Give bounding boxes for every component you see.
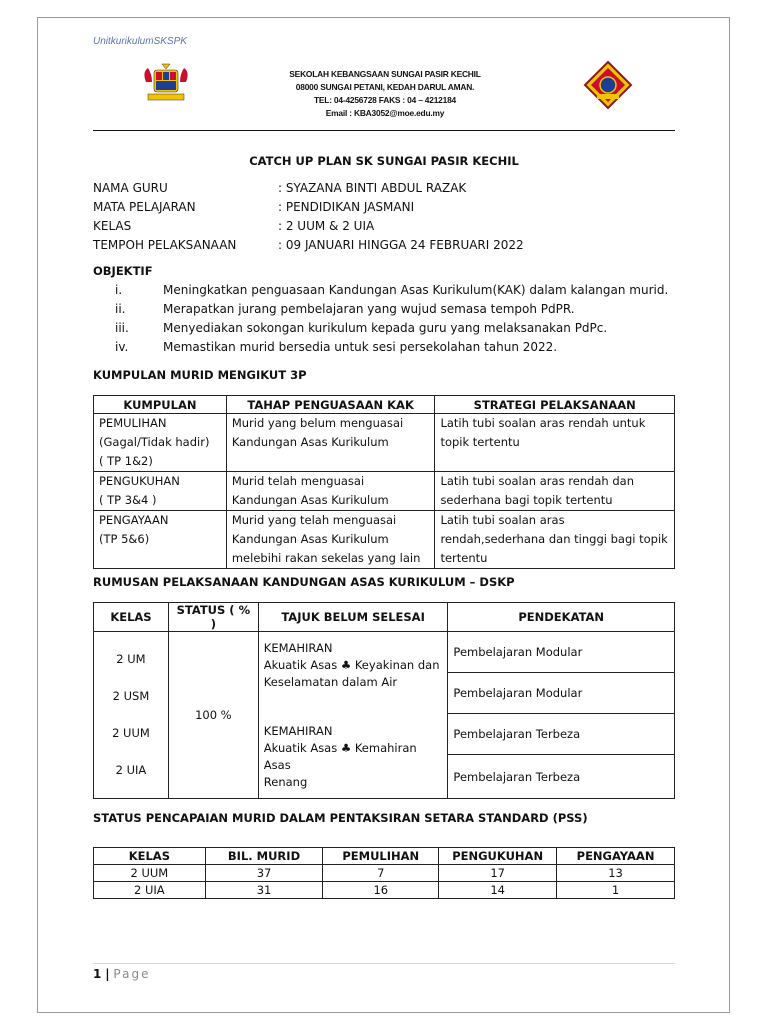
footer-separator: | xyxy=(105,967,110,981)
table-cell: 13 xyxy=(557,865,675,882)
spacer xyxy=(264,691,443,723)
cell-line: Akuatik Asas ♣ Kemahiran Asas xyxy=(263,741,417,772)
table-cell: 17 xyxy=(439,865,557,882)
table-cell xyxy=(226,472,435,511)
kelas-cell xyxy=(94,632,169,799)
table-row xyxy=(94,414,675,472)
pendekatan-cell: Pembelajaran Modular xyxy=(448,632,675,673)
page-number: 1 xyxy=(93,967,102,981)
coat-of-arms-logo xyxy=(140,62,192,104)
info-row xyxy=(93,238,524,257)
table-cell xyxy=(435,414,675,472)
pss-table xyxy=(93,847,675,899)
kumpulan-table xyxy=(93,395,675,569)
tajuk-cell xyxy=(258,632,448,799)
table-row xyxy=(94,472,675,511)
school-phone: TEL: 04-4256728 FAKS : 04 – 4212184 xyxy=(314,95,456,105)
info-row xyxy=(93,219,524,238)
school-email: Email : KBA3052@moe.edu.my xyxy=(325,108,445,118)
pendekatan-cell: Pembelajaran Modular xyxy=(448,673,675,714)
objektif-heading: OBJEKTIF xyxy=(93,264,153,278)
pendekatan-cell: Pembelajaran Terbeza xyxy=(448,755,675,799)
info-value: : 2 UUM & 2 UIA xyxy=(278,219,375,233)
table-cell: 16 xyxy=(323,882,439,899)
list-item-number: iv. xyxy=(115,340,129,354)
table-cell: 1 xyxy=(557,882,675,899)
cell-line: Renang xyxy=(263,775,308,789)
kelas-value: 2 UIA xyxy=(115,763,147,777)
column-header: STATUS ( % ) xyxy=(168,603,258,632)
cell-line: ( TP 1&2) xyxy=(99,454,153,468)
cell-line: Murid yang belum menguasai xyxy=(231,416,404,430)
list-item-number: iii. xyxy=(115,321,129,335)
column-header: PENGAYAAN xyxy=(557,848,675,865)
column-header: PEMULIHAN xyxy=(323,848,439,865)
list-item-text: Memastikan murid bersedia untuk sesi persekolahan tahun 2022. xyxy=(163,340,558,354)
kelas-value: 2 UM xyxy=(116,652,146,666)
cell-line: Latih tubi soalan aras xyxy=(440,513,565,527)
cell-line: (TP 5&6) xyxy=(99,532,150,546)
school-address: 08000 SUNGAI PETANI, KEDAH DARUL AMAN. xyxy=(295,82,475,92)
cell-line: ( TP 3&4 ) xyxy=(99,493,157,507)
column-header: PENDEKATAN xyxy=(448,603,675,632)
cell-line: topik tertentu xyxy=(440,435,520,449)
cell-line: Kandungan Asas Kurikulum xyxy=(231,435,389,449)
status-cell: 100 % xyxy=(168,632,258,799)
table-header-row xyxy=(94,603,675,632)
cell-line: Latih tubi soalan aras rendah untuk xyxy=(440,416,646,430)
list-item xyxy=(93,321,668,340)
column-header: KELAS xyxy=(94,848,206,865)
rumusan-table xyxy=(93,602,675,799)
header-watermark: UnitkurikulumSKSPK xyxy=(93,36,187,47)
pss-heading: STATUS PENCAPAIAN MURID DALAM PENTAKSIRAN SETARA STANDARD (PSS) xyxy=(93,811,588,825)
table-row xyxy=(94,511,675,569)
table-cell: 31 xyxy=(205,882,323,899)
table-cell xyxy=(94,472,227,511)
teacher-info xyxy=(93,181,524,257)
info-label: TEMPOH PELAKSANAAN xyxy=(93,238,237,252)
table-row xyxy=(94,865,675,882)
info-label: MATA PELAJARAN xyxy=(93,200,196,214)
list-item-text: Menyediakan sokongan kurikulum kepada guru yang melaksanakan PdPc. xyxy=(163,321,608,335)
table-cell: 2 UIA xyxy=(94,882,206,899)
letterhead xyxy=(240,68,530,120)
column-header: BIL. MURID xyxy=(205,848,323,865)
table-header-row xyxy=(94,396,675,414)
cell-line: rendah,sederhana dan tinggi bagi topik xyxy=(440,532,668,546)
cell-line: melebihi rakan sekelas yang lain xyxy=(231,551,421,565)
cell-line: Akuatik Asas ♣ Keyakinan dan xyxy=(263,658,440,672)
info-label: KELAS xyxy=(93,219,132,233)
list-item xyxy=(93,302,668,321)
cell-line: KEMAHIRAN xyxy=(263,641,333,655)
table-cell xyxy=(435,472,675,511)
cell-line: Keselamatan dalam Air xyxy=(263,675,398,689)
table-cell xyxy=(94,414,227,472)
column-header: STRATEGI PELAKSANAAN xyxy=(435,396,675,414)
column-header: KELAS xyxy=(94,603,169,632)
table-cell: 14 xyxy=(439,882,557,899)
info-row xyxy=(93,200,524,219)
table-cell xyxy=(435,511,675,569)
list-item xyxy=(93,340,668,359)
column-header: TAJUK BELUM SELESAI xyxy=(258,603,448,632)
table-header-row xyxy=(94,848,675,865)
column-header: KUMPULAN xyxy=(94,396,227,414)
list-item-number: i. xyxy=(115,283,123,297)
cell-line: Kandungan Asas Kurikulum xyxy=(231,493,389,507)
cell-line: tertentu xyxy=(440,551,488,565)
table-cell: 37 xyxy=(205,865,323,882)
cell-line: PENGAYAAN xyxy=(99,513,169,527)
table-row xyxy=(94,632,675,673)
school-name: SEKOLAH KEBANGSAAN SUNGAI PASIR KECHIL xyxy=(289,69,481,79)
info-value: : PENDIDIKAN JASMANI xyxy=(278,200,415,214)
page-footer xyxy=(93,967,150,981)
info-label: NAMA GURU xyxy=(93,181,168,195)
pendekatan-cell: Pembelajaran Terbeza xyxy=(448,714,675,755)
table-cell: 2 UUM xyxy=(94,865,206,882)
cell-line: Kandungan Asas Kurikulum xyxy=(231,532,389,546)
cell-line: KEMAHIRAN xyxy=(263,724,333,738)
page-label: Page xyxy=(113,967,151,981)
list-item-number: ii. xyxy=(115,302,126,316)
objektif-list xyxy=(93,283,668,359)
cell-line: Murid yang telah menguasai xyxy=(231,513,397,527)
kumpulan-heading: KUMPULAN MURID MENGIKUT 3P xyxy=(93,368,307,382)
list-item xyxy=(93,283,668,302)
list-item-text: Merapatkan jurang pembelajaran yang wujud semasa tempoh PdPR. xyxy=(163,302,575,316)
table-cell: 7 xyxy=(323,865,439,882)
table-cell xyxy=(94,511,227,569)
school-badge-logo xyxy=(583,60,633,110)
header-divider xyxy=(93,130,675,131)
table-cell xyxy=(226,511,435,569)
cell-line: PEMULIHAN xyxy=(99,416,167,430)
cell-line: Murid telah menguasai xyxy=(231,474,365,488)
cell-line: PENGUKUHAN xyxy=(99,474,180,488)
kelas-value: 2 USM xyxy=(112,689,150,703)
cell-line: Latih tubi soalan aras rendah dan xyxy=(440,474,634,488)
column-header: PENGUKUHAN xyxy=(439,848,557,865)
list-item-text: Meningkatkan penguasaan Kandungan Asas Kurikulum(KAK) dalam kalangan murid. xyxy=(163,283,669,297)
footer-divider xyxy=(93,963,675,964)
cell-line: sederhana bagi topik tertentu xyxy=(440,493,613,507)
table-row xyxy=(94,882,675,899)
cell-line: (Gagal/Tidak hadir) xyxy=(99,435,210,449)
info-row xyxy=(93,181,524,200)
column-header: TAHAP PENGUASAAN KAK xyxy=(226,396,435,414)
info-value: : 09 JANUARI HINGGA 24 FEBRUARI 2022 xyxy=(278,238,524,252)
table-cell xyxy=(226,414,435,472)
rumusan-heading: RUMUSAN PELAKSANAAN KANDUNGAN ASAS KURIKULUM – DSKP xyxy=(93,575,515,589)
info-value: : SYAZANA BINTI ABDUL RAZAK xyxy=(278,181,467,195)
document-title: CATCH UP PLAN SK SUNGAI PASIR KECHIL xyxy=(249,154,519,168)
kelas-value: 2 UUM xyxy=(112,726,150,740)
